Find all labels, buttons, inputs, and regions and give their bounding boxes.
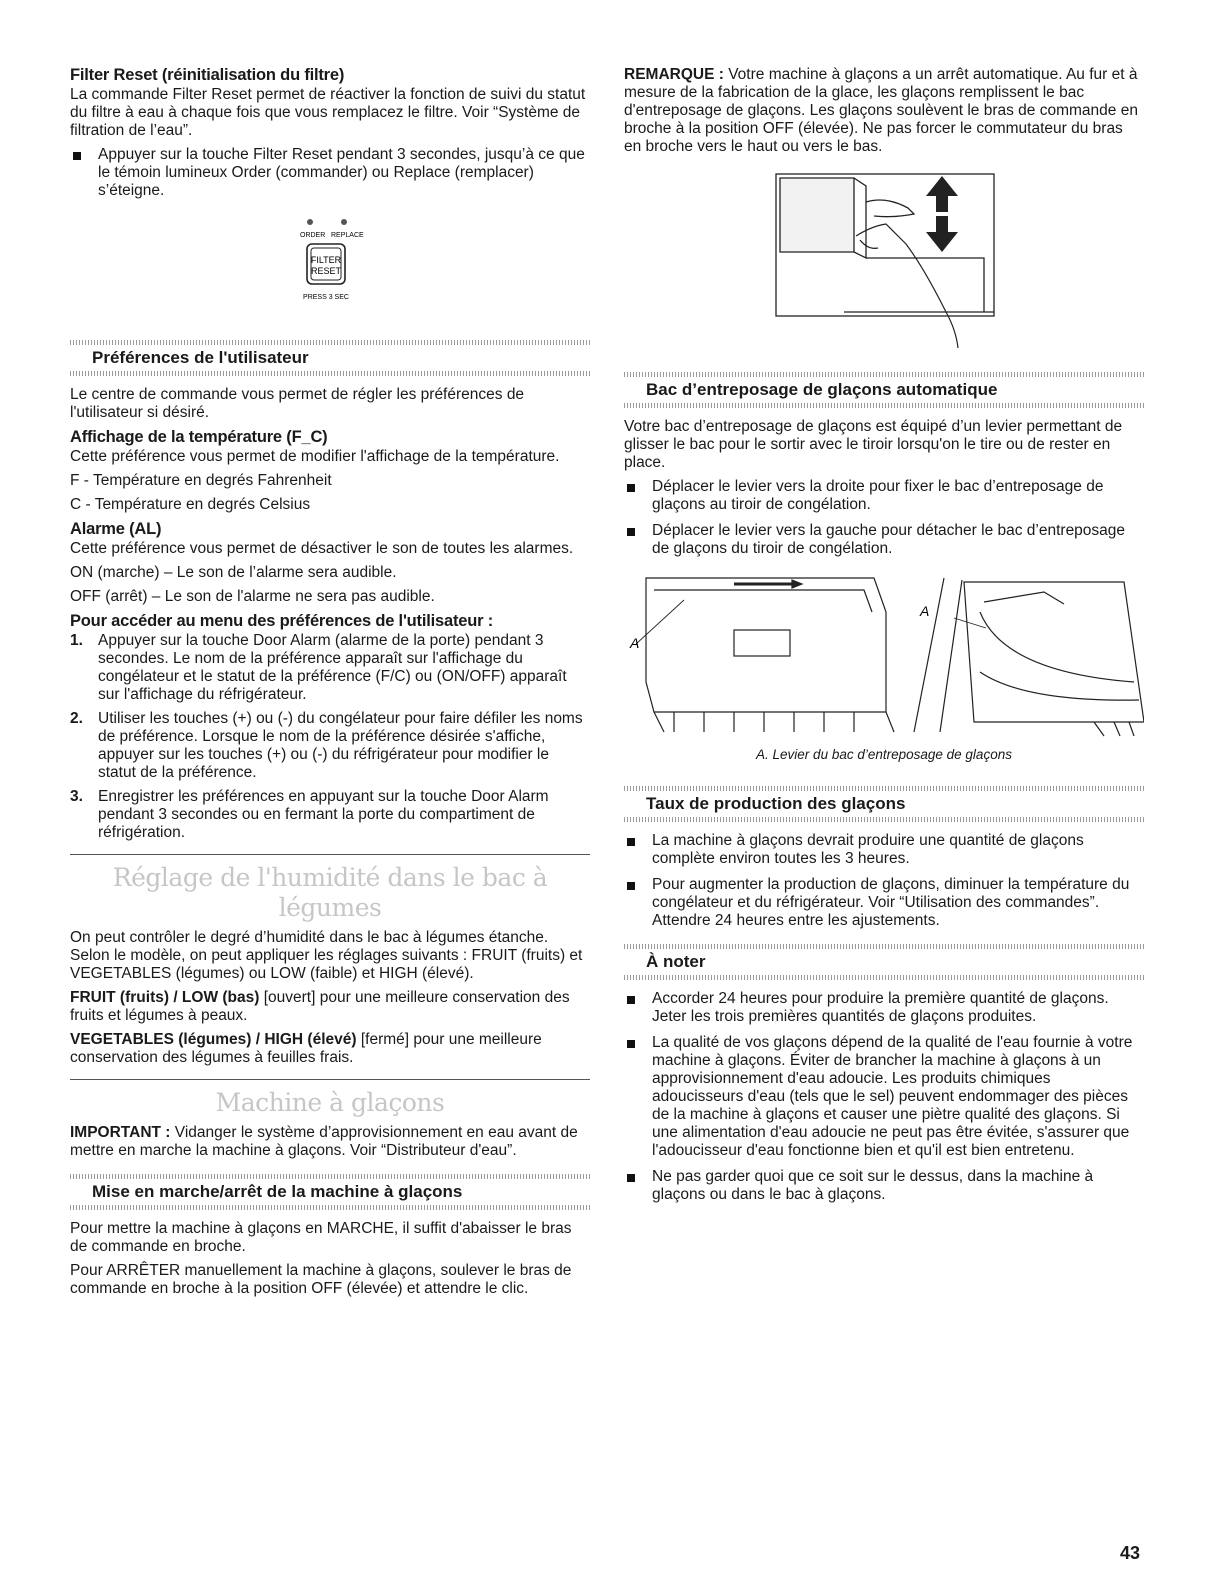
production-rate-bullet: Pour augmenter la production de glaçons, diminuer la température du congélateur et du réfrigérateur. Voir “Utilisation des commandes”. Attendre 24 heures entre les ajustements. [624,876,1144,930]
ice-bin-paragraph: Votre bac d’entreposage de glaçons est équipé d’un levier permettant de glisser le bac pour le sortir avec le tiroir lorsqu'on le tire ou de rester en place. [624,418,1123,471]
step-item [70,788,590,842]
ice-bin-caption: A. Levier du bac d’entreposage de glaçons [756,747,1012,762]
order-indicator-icon [307,219,313,225]
step-number: 2. [70,710,83,727]
production-rate-bullet: La machine à glaçons devrait produire une quantité de glaçons complète environ toutes les 3 heures. [624,832,1144,868]
order-label: ORDER [300,232,326,239]
filter-reset-button-line1: FILTER [310,255,342,265]
arrow-up-icon [926,176,958,212]
alarm-on: ON (marche) – Le son de l’alarme sera audible. [70,564,397,581]
filter-reset-button-line2: RESET [310,266,342,276]
ice-bin-bullet: Déplacer le levier vers la gauche pour détacher le bac d’entreposage de glaçons du tiroir de congélation. [624,522,1144,558]
filter-reset-panel [70,208,590,326]
ice-bin-bullet: Déplacer le levier vers la droite pour fixer le bac d’entreposage de glaçons au tiroir de congélation. [624,478,1144,514]
important-text: Vidanger le système d’approvisionnement en eau avant de mettre en marche la machine à glaçons. Voir “Distributeur d'eau”. [70,1124,578,1159]
preferences-heading: Préférences de l'utilisateur [70,340,590,376]
filter-reset-bullet: Appuyer sur la touche Filter Reset pendant 3 secondes, jusqu’à ce que le témoin lumineux Order (commander) ou Replace (remplacer) s’éteigne. [70,146,590,200]
ice-bin-illustration [624,572,1144,738]
icemaker-arm-drawing [624,162,1144,358]
page-number: 43 [1120,1543,1141,1563]
notes-heading: À noter [624,944,1144,980]
remarque-paragraph [624,66,1144,156]
icemaker-off-paragraph: Pour ARRÊTER manuellement la machine à glaçons, soulever le bras de commande en broche à la position OFF (élevée) et attendre le clic. [70,1262,572,1297]
replace-label: REPLACE [331,232,364,239]
replace-indicator-icon [341,219,347,225]
step-text: Enregistrer les préférences en appuyant sur la touche Door Alarm pendant 3 secondes ou en fermant la porte du compartiment de réfrigération. [98,788,549,841]
step-item [70,632,590,704]
important-label: IMPORTANT : [70,1124,171,1141]
remarque-label: REMARQUE : [624,66,724,83]
temperature-heading: Affichage de la température (F_C) [70,428,328,446]
note-bullet: Ne pas garder quoi que ce soit sur le dessus, dans la machine à glaçons ou dans le bac à glaçons. [624,1168,1144,1204]
humidity-vegetables [70,1031,590,1067]
humidity-fruit [70,989,590,1025]
icemaker-important [70,1124,590,1160]
note-bullet: La qualité de vos glaçons dépend de la qualité de l'eau fournie à votre machine à glaçons. Éviter de brancher la machine à glaçons à un approvisionnement d'eau adoucie. Les produits chimiques adoucisseurs d'eau (tels que le sel) peuvent endommager des pièces de la machine à glaçons et causer une piètre qualité des glaçons. Si une alimentation d'eau adoucie ne peut pas être évitée, s'assurer que l'adoucisseur d'eau fonctionne bien et qu'il est bien entretenu. [624,1034,1144,1160]
lever-label-a-right: A [920,603,930,619]
menu-access-heading: Pour accéder au menu des préférences de l'utilisateur : [70,612,493,630]
arrow-down-icon [926,216,958,252]
alarm-heading: Alarme (AL) [70,520,162,538]
icemaker-onoff-heading: Mise en marche/arrêt de la machine à glaçons [70,1174,590,1210]
remarque-text: Votre machine à glaçons a un arrêt automatique. Au fur et à mesure de la fabrication de la glace, les glaçons remplissent le bac d'entreposage de glaçons. Les glaçons soulèvent le bras de commande en broche à la position OFF (élevée). Ne pas forcer le commutateur du bras en broche vers le haut ou vers le bas. [624,66,1138,155]
humidity-paragraph: On peut contrôler le degré d’humidité dans le bac à légumes étanche. Selon le modèle, on peut appliquer les réglages suivants : FRUIT (fruits) et VEGETABLES (légumes) ou LOW (faible) et HIGH (élevé). [70,929,583,982]
fruit-text: [ouvert] pour une meilleure conservation des fruits et légumes à peaux. [70,989,570,1024]
alarm-paragraph: Cette préférence vous permet de désactiver le son de toutes les alarmes. [70,540,574,557]
alarm-off: OFF (arrêt) – Le son de l'alarme ne sera pas audible. [70,588,435,605]
right-column [624,66,1144,1212]
temperature-paragraph: Cette préférence vous permet de modifier l'affichage de la température. [70,448,560,465]
press-3-sec-label: PRESS 3 SEC [303,294,349,301]
vegetables-text: [fermé] pour une meilleure conservation des légumes à feuilles frais. [70,1031,542,1066]
lever-label-a-left: A [630,635,640,651]
ice-bin-heading: Bac d’entreposage de glaçons automatique [624,372,1144,408]
filter-reset-panel-figure [70,208,590,326]
step-number: 3. [70,788,83,805]
left-column [70,66,590,1304]
temperature-c: C - Température en degrés Celsius [70,496,311,513]
preferences-intro: Le centre de commande vous permet de régler les préférences de l'utilisateur si désiré. [70,386,525,421]
step-item [70,710,590,782]
note-bullet: Accorder 24 heures pour produire la première quantité de glaçons. Jeter les trois premières quantités de glaçons produites. [624,990,1144,1026]
fruit-label: FRUIT (fruits) / LOW (bas) [70,989,260,1006]
production-rate-heading: Taux de production des glaçons [624,786,1144,822]
step-number: 1. [70,632,83,649]
step-text: Utiliser les touches (+) ou (-) du congélateur pour faire défiler les noms de préférence. Lorsque le nom de la préférence désirée s'affiche, appuyer sur les touches (+) ou (-) du réfrigérateur pour modifier le statut de la préférence. [98,710,583,781]
ice-bin-drawing [624,572,1144,738]
vegetables-label: VEGETABLES (légumes) / HIGH (élevé) [70,1031,357,1048]
humidity-section-title: Réglage de l'humidité dans le bac à légumes [70,854,590,923]
filter-reset-heading: Filter Reset (réinitialisation du filtre) [70,66,345,84]
temperature-f: F - Température en degrés Fahrenheit [70,472,332,489]
icemaker-arm-illustration [624,162,1144,358]
step-text: Appuyer sur la touche Door Alarm (alarme de la porte) pendant 3 secondes. Le nom de la préférence apparaît sur l'affichage du congélateur et le statut de la préférence (F/C) ou (ON/OFF) apparaît sur l'affichage du réfrigérateur. [98,632,567,703]
filter-reset-paragraph: La commande Filter Reset permet de réactiver la fonction de suivi du statut du filtre à eau à chaque fois que vous remplacez le filtre. Voir “Système de filtration de l’eau”. [70,86,586,139]
icemaker-section-title: Machine à glaçons [70,1079,590,1118]
icemaker-on-paragraph: Pour mettre la machine à glaçons en MARCHE, il suffit d'abaisser le bras de commande en broche. [70,1220,572,1255]
